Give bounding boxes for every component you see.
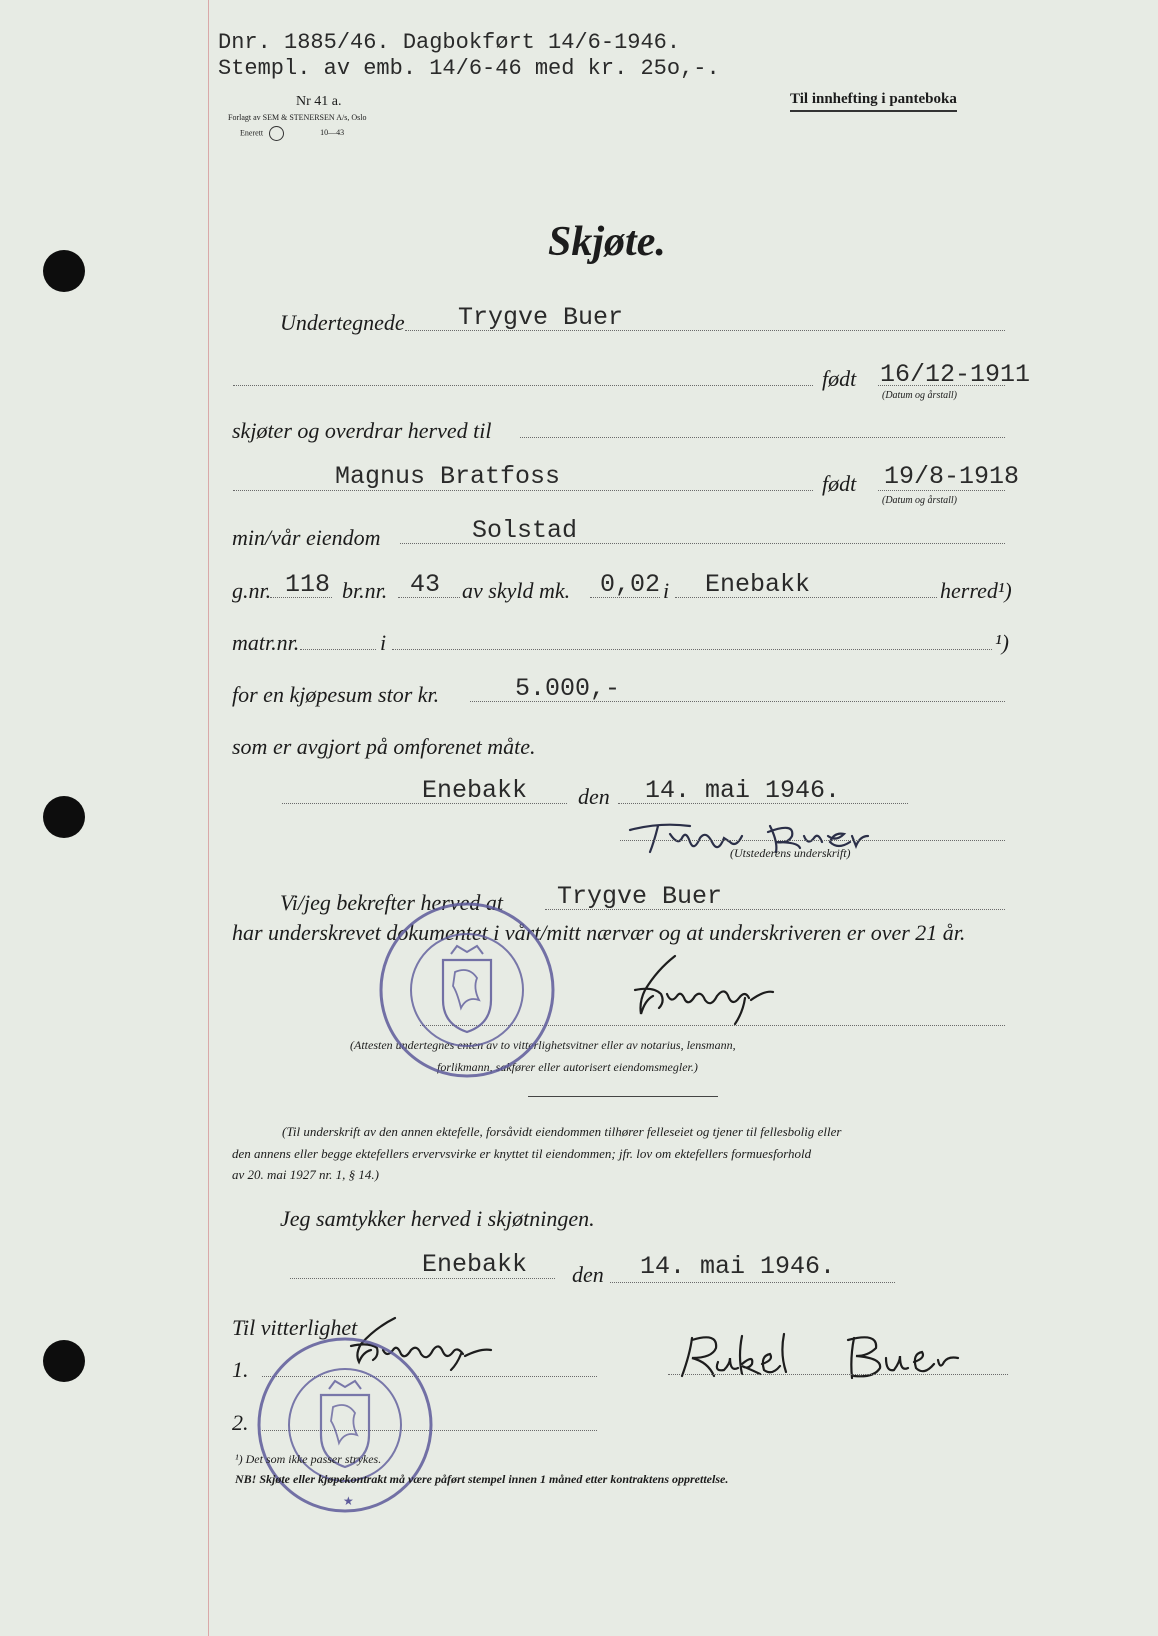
document-title: Skjøte. (548, 219, 666, 265)
herred-label: herred¹) (940, 578, 1012, 603)
publisher-line-2 (240, 126, 344, 141)
form-number: Nr 41 a. (296, 94, 342, 109)
binder-hole-top (43, 250, 85, 292)
seller-born-line-right (878, 385, 1005, 386)
deed-date: 14. mai 1946. (645, 776, 841, 805)
buyer-born-label: født (822, 471, 857, 496)
property-label: min/vår eiendom (232, 525, 381, 550)
gnr-value: 118 (285, 570, 331, 599)
buyer-born-date: 19/8-1918 (884, 462, 1020, 491)
publisher-date: 10—43 (320, 128, 345, 138)
matr-note: ¹) (995, 630, 1009, 655)
official-stamp-lower (255, 1335, 435, 1515)
margin-rule (208, 0, 209, 1636)
brnr-line (398, 597, 460, 598)
section-divider (528, 1096, 718, 1097)
witness-label: Til vitterlighet (232, 1315, 358, 1340)
price-line (470, 701, 1005, 702)
svg-text:★: ★ (343, 1494, 354, 1508)
matr-i: i (380, 630, 387, 655)
attestation-statement: har underskrevet dokumentet i vårt/mitt nærvær og at underskriveren er over 21 år. (232, 920, 966, 945)
publisher-logo (269, 126, 284, 141)
consent-place: Enebakk (422, 1250, 528, 1279)
footnote-1: ¹) Det som ikke passer strykes. (235, 1452, 382, 1466)
attestation-line (545, 909, 1005, 910)
consent-place-line (290, 1278, 555, 1279)
registration-line-2: Stempl. av emb. 14/6-46 med kr. 25o,-. (218, 56, 720, 81)
skyld-suffix: i (663, 578, 670, 603)
official-stamp-upper (377, 900, 557, 1080)
place-line (282, 803, 567, 804)
registration-line-1: Dnr. 1885/46. Dagbokført 14/6-1946. (218, 30, 681, 55)
matr-line (300, 649, 376, 650)
issuer-signature-line (620, 840, 1005, 841)
binder-hole-bottom (43, 1340, 85, 1382)
binder-hole-middle (43, 796, 85, 838)
consent-date: 14. mai 1946. (640, 1252, 836, 1281)
brnr-value: 43 (410, 570, 441, 599)
attestation-label: Vi/jeg bekrefter herved at (280, 890, 503, 915)
den-label: den (578, 784, 610, 809)
buyer-line (233, 490, 813, 491)
issuer-signature-caption: (Utstederens underskrift) (730, 846, 851, 860)
seller-name: Trygve Buer (458, 303, 624, 332)
place: Enebakk (422, 776, 528, 805)
seller-born-line-left (233, 385, 813, 386)
consent-label: Jeg samtykker herved i skjøtningen. (280, 1206, 595, 1231)
price-label: for en kjøpesum stor kr. (232, 682, 440, 707)
buyer-date-hint: (Datum og årstall) (882, 495, 957, 506)
attestation-name: Trygve Buer (557, 882, 723, 911)
publisher-line-1: Forlagt av SEM & STENERSEN A/s, Oslo (228, 113, 367, 122)
spouse-note-1: (Til underskrift av den annen ektefelle, forsåvidt eiendommen tilhører felleseiet og tjener til fellesbolig eller (282, 1124, 842, 1139)
date-line (618, 803, 908, 804)
consent-date-line (610, 1282, 895, 1283)
buyer-born-line-right (878, 490, 1005, 491)
seller-label: Undertegnede (280, 310, 405, 335)
settled-text: som er avgjort på omforenet måte. (232, 734, 536, 759)
seller-born-date: 16/12-1911 (880, 360, 1031, 389)
property-name: Solstad (472, 516, 578, 545)
matr-line-2 (392, 649, 992, 650)
transfer-line (520, 437, 1005, 438)
witness-number-1: 1. (232, 1357, 249, 1382)
consent-den: den (572, 1262, 604, 1287)
transfer-label: skjøter og overdrar herved til (232, 418, 492, 443)
skyld-label: av skyld mk. (462, 578, 571, 603)
skyld-line (590, 597, 660, 598)
seller-born-label: født (822, 366, 857, 391)
attestation-note-2: forlikmann, sakfører eller autorisert eiendomsmegler.) (437, 1060, 698, 1074)
spouse-signature-line (668, 1374, 1008, 1375)
seller-date-hint: (Datum og årstall) (882, 390, 957, 401)
attestation-note-1: (Attesten undertegnes enten av to vitterlighetsvitner eller av notarius, lensmann, (350, 1038, 736, 1052)
seller-line (405, 330, 1005, 331)
attestation-signature (605, 950, 795, 1040)
filing-note: Til innhefting i panteboka (790, 91, 957, 112)
property-line (400, 543, 1005, 544)
spouse-note-3: av 20. mai 1927 nr. 1, § 14.) (232, 1167, 379, 1182)
buyer-name: Magnus Bratfoss (335, 462, 561, 491)
gnr-label: g.nr. (232, 578, 272, 603)
gnr-line (270, 597, 332, 598)
matr-label: matr.nr. (232, 630, 300, 655)
herred-value: Enebakk (705, 570, 811, 599)
spouse-note-2: den annens eller begge ektefellers ervervsvirke er knyttet til eiendommen; jfr. lov om ektefellers formuesforhold (232, 1146, 812, 1161)
footnote-2: NB! Skjøte eller kjøpekontrakt må være påført stempel innen 1 måned etter kontraktens opprettelse. (235, 1472, 729, 1486)
herred-line (675, 597, 937, 598)
brnr-label: br.nr. (342, 578, 388, 603)
price-amount: 5.000,- (515, 674, 621, 703)
witness-number-2: 2. (232, 1410, 249, 1435)
skyld-value: 0,02 (600, 570, 661, 599)
publisher-enerett: Enerett (240, 128, 264, 138)
spouse-signature (668, 1328, 1008, 1388)
